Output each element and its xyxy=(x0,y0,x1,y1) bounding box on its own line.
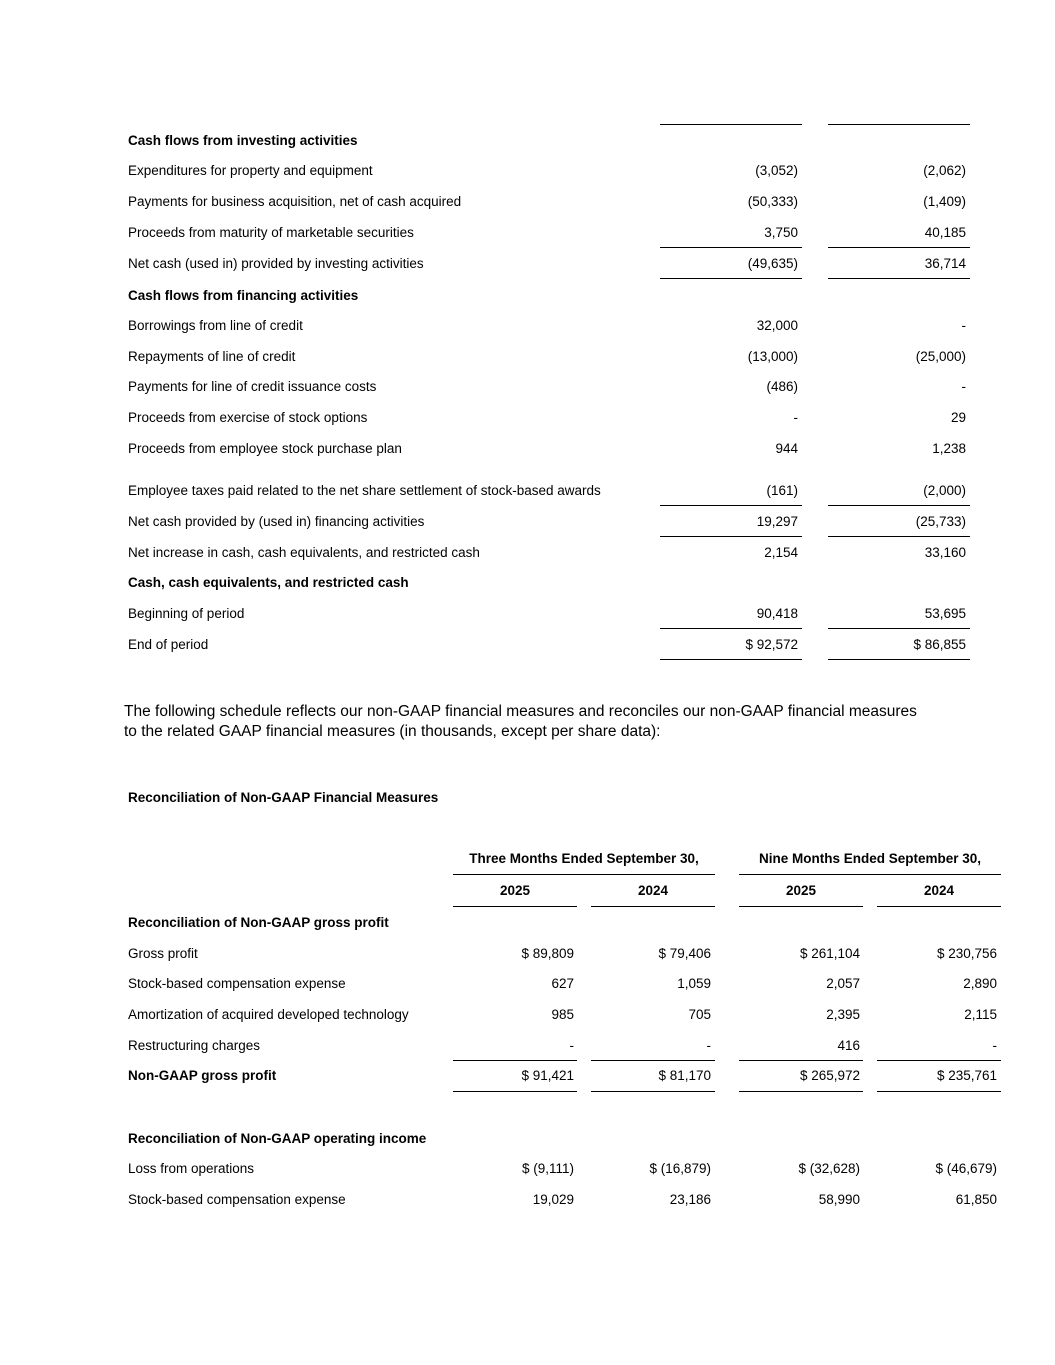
row-value: 2,154 xyxy=(764,545,798,560)
intro-line: to the related GAAP financial measures (in thousands, except per share data): xyxy=(124,723,661,740)
row-value: 416 xyxy=(837,1038,860,1053)
row-label: Gross profit xyxy=(128,946,198,961)
year-header: 2024 xyxy=(637,883,669,898)
row-value: 627 xyxy=(551,976,574,991)
header-rule xyxy=(739,874,1001,875)
row-label: Repayments of line of credit xyxy=(128,349,296,364)
row-label: Beginning of period xyxy=(128,606,245,621)
row-value: (25,000) xyxy=(915,349,966,364)
header-rule xyxy=(660,124,802,125)
row-value: $ 91,421 xyxy=(521,1068,574,1083)
intro-line: The following schedule reflects our non-GAAP financial measures and reconciles our non-GAAP financial measures xyxy=(124,703,917,720)
row-value: 23,186 xyxy=(669,1192,711,1207)
row-value: - xyxy=(793,410,798,425)
row-value: $ 81,170 xyxy=(658,1068,711,1083)
subtotal-rule xyxy=(877,1060,1001,1061)
row-value: $ 86,855 xyxy=(913,637,966,652)
row-value: 61,850 xyxy=(955,1192,997,1207)
gross-profit-heading: Reconciliation of Non-GAAP gross profit xyxy=(128,915,389,930)
row-value: $ (9,111) xyxy=(521,1161,574,1176)
row-value: (2,062) xyxy=(923,163,966,178)
row-value: 53,695 xyxy=(924,606,966,621)
row-value: $ 261,104 xyxy=(799,946,860,961)
column-group-header: Three Months Ended September 30, xyxy=(469,851,699,866)
row-value: (2,000) xyxy=(923,483,966,498)
year-header: 2025 xyxy=(785,883,817,898)
financing-heading: Cash flows from financing activities xyxy=(128,288,359,303)
row-value: 36,714 xyxy=(924,256,966,271)
subtotal-rule xyxy=(828,628,970,629)
subtotal-rule xyxy=(739,1060,863,1061)
total-rule xyxy=(828,659,970,660)
subtotal-rule xyxy=(828,536,970,537)
row-value: 2,395 xyxy=(826,1007,860,1022)
total-rule xyxy=(660,659,802,660)
row-value: (13,000) xyxy=(747,349,798,364)
row-value: - xyxy=(992,1038,997,1053)
row-label: Amortization of acquired developed technology xyxy=(128,1007,409,1022)
row-label: Proceeds from employee stock purchase plan xyxy=(128,441,402,456)
row-value: (486) xyxy=(766,379,798,394)
header-rule xyxy=(828,124,970,125)
total-rule xyxy=(739,1091,863,1092)
row-label: Stock-based compensation expense xyxy=(128,1192,346,1207)
row-value: $ (46,679) xyxy=(935,1161,997,1176)
row-value: 1,238 xyxy=(932,441,966,456)
row-value: (50,333) xyxy=(747,194,798,209)
subtotal-rule xyxy=(591,1060,715,1061)
total-rule xyxy=(453,1091,577,1092)
header-rule xyxy=(453,906,577,907)
row-value: (161) xyxy=(766,483,798,498)
row-label: Stock-based compensation expense xyxy=(128,976,346,991)
row-value: $ 89,809 xyxy=(521,946,574,961)
row-label: Loss from operations xyxy=(128,1161,255,1176)
reconciliation-title: Reconciliation of Non-GAAP Financial Measures xyxy=(128,790,439,805)
row-value: 58,990 xyxy=(818,1192,860,1207)
operating-income-heading: Reconciliation of Non-GAAP operating income xyxy=(128,1131,427,1146)
row-value: $ 230,756 xyxy=(936,946,997,961)
row-value: 32,000 xyxy=(756,318,798,333)
row-value: 90,418 xyxy=(756,606,798,621)
row-value: 1,059 xyxy=(677,976,711,991)
row-label: Net cash provided by (used in) financing activities xyxy=(128,514,425,529)
row-label: Proceeds from maturity of marketable securities xyxy=(128,225,414,240)
subtotal-rule xyxy=(660,536,802,537)
year-header: 2024 xyxy=(923,883,955,898)
investing-heading: Cash flows from investing activities xyxy=(128,133,358,148)
row-label: Non-GAAP gross profit xyxy=(128,1068,277,1083)
row-value: 2,057 xyxy=(826,976,860,991)
row-value: 19,297 xyxy=(756,514,798,529)
header-rule xyxy=(877,906,1001,907)
row-label: Proceeds from exercise of stock options xyxy=(128,410,368,425)
row-value: $ (16,879) xyxy=(649,1161,711,1176)
row-label: Net increase in cash, cash equivalents, and restricted cash xyxy=(128,545,480,560)
row-value: $ (32,628) xyxy=(798,1161,860,1176)
row-value: (1,409) xyxy=(923,194,966,209)
row-value: 2,890 xyxy=(963,976,997,991)
row-value: 19,029 xyxy=(532,1192,574,1207)
row-value: $ 92,572 xyxy=(745,637,798,652)
row-label: Restructuring charges xyxy=(128,1038,261,1053)
cash-heading: Cash, cash equivalents, and restricted cash xyxy=(128,575,409,590)
row-value: - xyxy=(569,1038,574,1053)
intro-paragraph xyxy=(124,702,944,742)
subtotal-rule xyxy=(660,247,802,248)
subtotal-rule xyxy=(660,278,802,279)
subtotal-rule xyxy=(828,247,970,248)
row-value: - xyxy=(961,379,966,394)
row-value: 705 xyxy=(688,1007,711,1022)
row-value: (49,635) xyxy=(747,256,798,271)
total-rule xyxy=(877,1091,1001,1092)
subtotal-rule xyxy=(828,505,970,506)
row-value: - xyxy=(706,1038,711,1053)
year-header: 2025 xyxy=(499,883,531,898)
header-rule xyxy=(739,906,863,907)
subtotal-rule xyxy=(660,505,802,506)
subtotal-rule xyxy=(660,628,802,629)
subtotal-rule xyxy=(453,1060,577,1061)
row-value: 33,160 xyxy=(924,545,966,560)
row-value: 40,185 xyxy=(924,225,966,240)
row-value: 3,750 xyxy=(764,225,798,240)
total-rule xyxy=(591,1091,715,1092)
header-rule xyxy=(591,906,715,907)
row-value: - xyxy=(961,318,966,333)
subtotal-rule xyxy=(828,278,970,279)
row-value: $ 235,761 xyxy=(936,1068,997,1083)
row-value: $ 265,972 xyxy=(799,1068,860,1083)
header-rule xyxy=(453,874,715,875)
row-value: 985 xyxy=(551,1007,574,1022)
row-label: Borrowings from line of credit xyxy=(128,318,303,333)
row-label: Payments for business acquisition, net of cash acquired xyxy=(128,194,462,209)
row-label: Employee taxes paid related to the net share settlement of stock-based awards xyxy=(128,483,601,498)
row-value: (3,052) xyxy=(755,163,798,178)
row-value: $ 79,406 xyxy=(658,946,711,961)
row-value: 29 xyxy=(950,410,966,425)
row-value: 944 xyxy=(775,441,798,456)
row-label: Net cash (used in) provided by investing activities xyxy=(128,256,424,271)
row-label: Payments for line of credit issuance costs xyxy=(128,379,377,394)
row-value: 2,115 xyxy=(964,1007,997,1022)
row-label: Expenditures for property and equipment xyxy=(128,163,373,178)
row-value: (25,733) xyxy=(915,514,966,529)
row-label: End of period xyxy=(128,637,209,652)
column-group-header: Nine Months Ended September 30, xyxy=(758,851,982,866)
